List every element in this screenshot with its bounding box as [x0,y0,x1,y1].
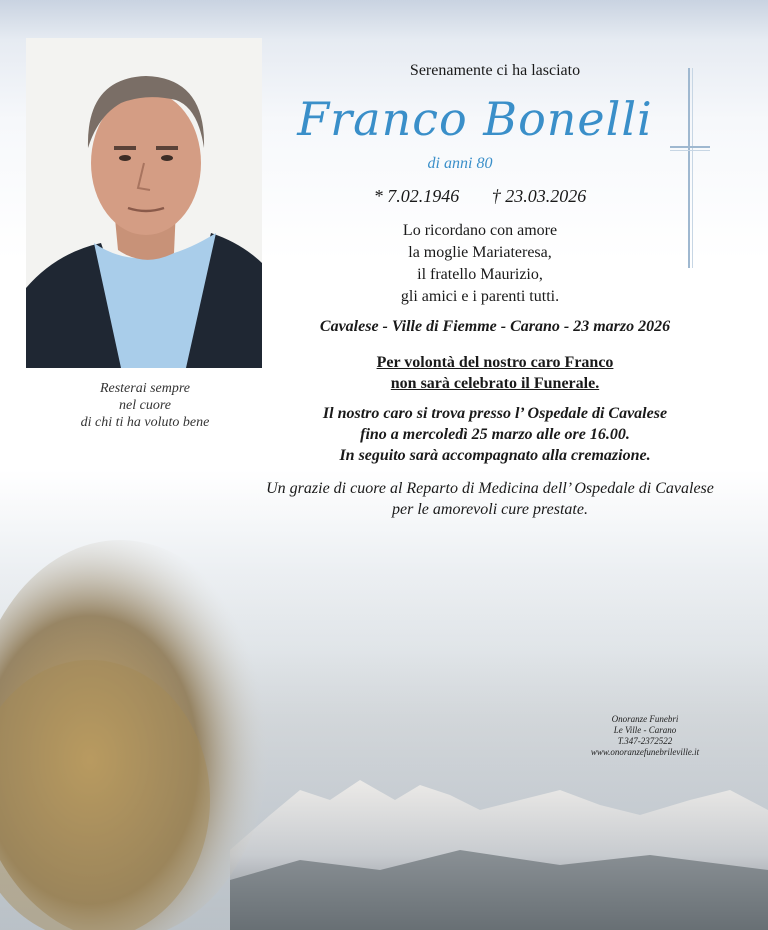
memorial-caption [40,380,250,431]
intro-text: Serenamente ci ha lasciato [409,62,581,79]
agency-line: Le Ville - Carano [613,725,677,735]
deceased-name: Franco Bonelli [297,92,653,146]
family-line: gli amici e i parenti tutti. [400,288,560,305]
family-line: il fratello Maurizio, [417,266,543,283]
funeral-notice [250,352,740,394]
location-info [250,403,740,466]
place-date: Cavalese - Ville di Fiemme - Carano - 23 marzo 2026 [319,318,671,335]
family-line: la moglie Mariateresa, [408,244,552,261]
age-text: di anni 80 [427,155,493,172]
family-mourners [300,220,660,308]
caption-line: Resterai sempre [99,381,191,396]
info-line: Il nostro caro si trova presso l’ Ospedale di Cavalese [322,405,668,422]
death-date: † 23.03.2026 [491,186,587,206]
info-line: fino a mercoledì 25 marzo alle ore 16.00. [360,426,630,443]
thanks-text [230,478,750,520]
cross-icon [668,68,712,268]
funeral-agency [560,714,730,758]
caption-line: nel cuore [119,398,171,413]
info-line: In seguito sarà accompagnato alla cremazione. [339,447,651,464]
notice-line: Per volontà del nostro caro Franco [376,354,614,371]
caption-line: di chi ti ha voluto bene [80,415,210,430]
birth-date: * 7.02.1946 [373,186,460,206]
notice-line: non sarà celebrato il Funerale. [390,375,600,392]
thanks-line: per le amorevoli cure prestate. [392,501,588,518]
family-line: Lo ricordano con amore [402,222,558,239]
life-dates [300,186,660,207]
portrait-photo [26,38,262,368]
agency-line: Onoranze Funebri [611,714,679,724]
thanks-line: Un grazie di cuore al Reparto di Medicina dell’ Ospedale di Cavalese [266,480,714,497]
agency-website: www.onoranzefunebrileville.it [590,747,700,757]
agency-line: T.347-2372522 [617,736,673,746]
